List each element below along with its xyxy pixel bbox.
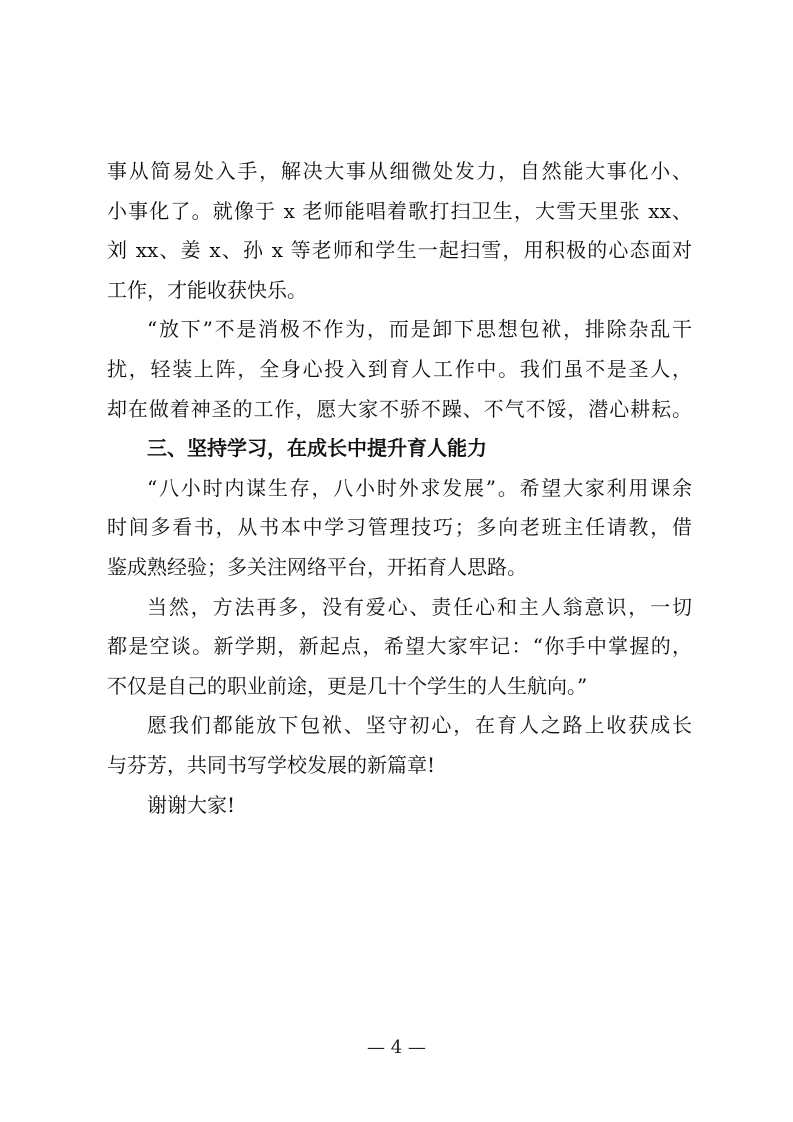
- paragraph-line: “八小时内谋生存，八小时外求发展”。希望大家利用课余: [147, 475, 692, 500]
- paragraph-line: 当然，方法再多，没有爱心、责任心和主人翁意识，一切: [147, 594, 692, 619]
- page-number: — 4 —: [367, 1037, 426, 1058]
- paragraph-line: 不仅是自己的职业前途，更是几十个学生的人生航向。”: [107, 673, 588, 698]
- paragraph-line: 小事化了。就像于 x 老师能唱着歌打扫卫生，大雪天里张 xx、: [107, 198, 692, 223]
- paragraph-line: 时间多看书，从书本中学习管理技巧；多向老班主任请教，借: [107, 515, 692, 540]
- paragraph-line: “放下”不是消极不作为，而是卸下思想包袱，排除杂乱干: [147, 317, 692, 342]
- section-heading: 三、坚持学习，在成长中提升育人能力: [147, 436, 487, 461]
- paragraph-line: 与芬芳，共同书写学校发展的新篇章!: [107, 752, 436, 777]
- paragraph-line: 鉴成熟经验；多关注网络平台，开拓育人思路。: [107, 554, 527, 579]
- paragraph-line: 工作，才能收获快乐。: [107, 277, 307, 302]
- closing-line: 谢谢大家!: [147, 792, 236, 817]
- paragraph-line: 扰，轻装上阵，全身心投入到育人工作中。我们虽不是圣人，: [107, 356, 692, 381]
- paragraph-line: 却在做着神圣的工作，愿大家不骄不躁、不气不馁，潜心耕耘。: [107, 396, 692, 421]
- paragraph-line: 刘 xx、姜 x、孙 x 等老师和学生一起扫雪，用积极的心态面对: [107, 238, 692, 263]
- paragraph-line: 事从简易处入手，解决大事从细微处发力，自然能大事化小、: [107, 159, 692, 183]
- paragraph-line: 愿我们都能放下包袱、坚守初心，在育人之路上收获成长: [147, 713, 692, 738]
- body-text: [107, 152, 692, 825]
- paragraph-line: 都是空谈。新学期，新起点，希望大家牢记：“你手中掌握的，: [107, 634, 692, 659]
